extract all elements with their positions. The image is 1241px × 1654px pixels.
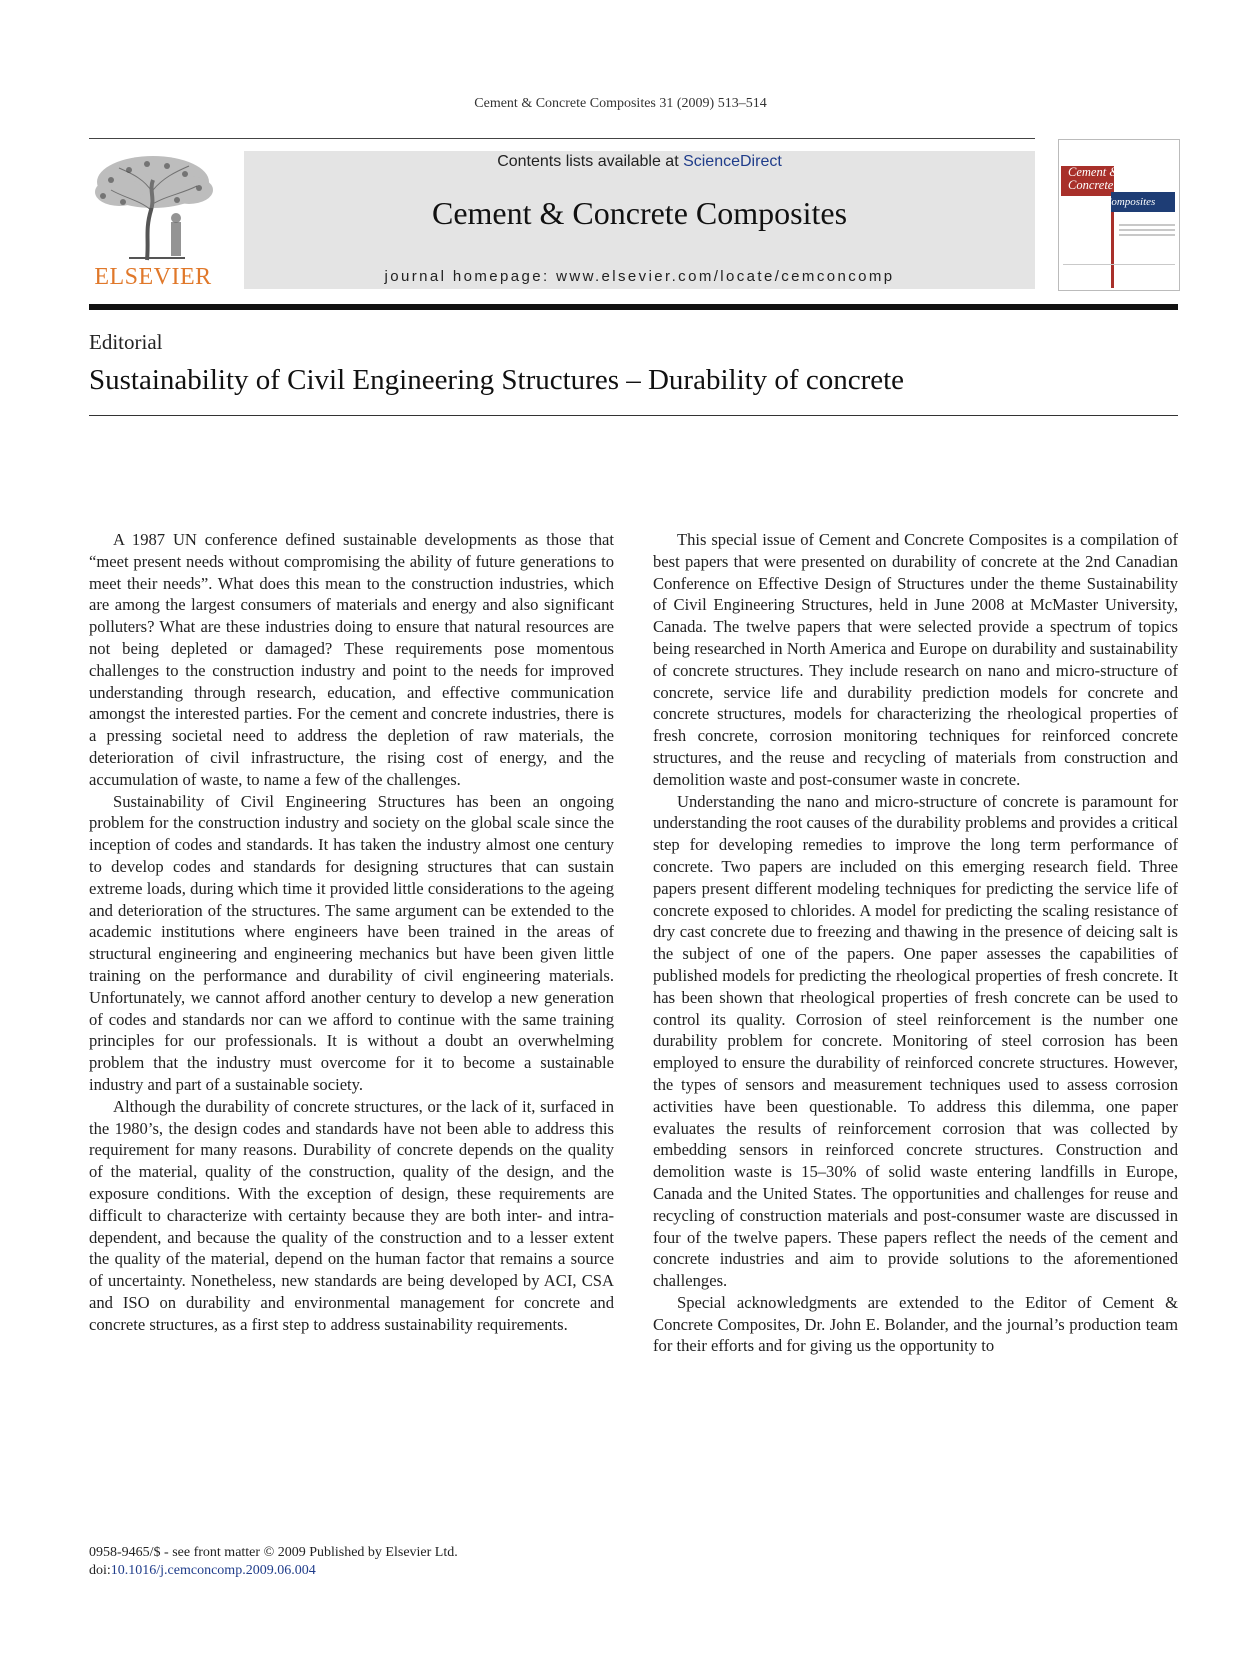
sciencedirect-link[interactable]: ScienceDirect <box>683 153 782 170</box>
cover-rule <box>1063 264 1175 265</box>
article-title: Sustainability of Civil Engineering Structures – Durability of concrete <box>89 364 905 396</box>
journal-citation: Cement & Concrete Composites 31 (2009) 513–514 <box>474 96 767 111</box>
paragraph: A 1987 UN conference defined sustainable developments as those that “meet present needs without compromising the ability of future generations to meet their needs”. What does this mean to the construction industries, which are among the largest consumers of materials and energy and also significant polluters? What are these industries doing to ensure that natural resources are not being depleted or damaged? These requirements pose momentous challenges to the construction industry and point to the needs for improved understanding through research, education, and effective communication amongst the interested parties. For the cement and concrete industries, there is a pressing societal need to address the depletion of raw materials, the deterioration of civil infrastructure, the rising cost of energy, and the accumulation of waste, to name a few of the challenges. <box>89 530 614 789</box>
journal-name: Cement & Concrete Composites <box>431 195 848 231</box>
paragraph: Although the durability of concrete structures, or the lack of it, surfaced in the 1980’s, the design codes and standards have not been able to address this requirement for many reasons. Durability of concrete depends on the quality of the material, quality of the construction, quality of the design, and the exposure conditions. With the exception of design, these requirements are difficult to characterize with certainty because they are both inter- and intra-dependent, and because the quality of the construction and to a lesser extent the quality of the material, depend on the human factor that remains a source of uncertainty. Nonetheless, new standards are being developed by ACI, CSA and ISO on durability and environmental management for concrete and concrete structures, as a first step to address sustainability requirements. <box>89 1096 614 1334</box>
paragraph: Understanding the nano and micro-structure of concrete is paramount for understanding the root causes of the durability problems and provides a critical step for developing remedies to improve the long term performance of concrete. Two papers are included on this emerging research field. Three papers present different modeling techniques for predicting the service life of concrete exposed to chlorides. A model for predicting the scaling resistance of dry cast concrete due to freezing and thawing in the presence of deicing salt is the subject of one of the papers. One paper assesses the capabilities of published models for predicting the rheological properties of fresh concrete. It has been shown that rheological properties of fresh concrete can be used to control its quality. Corrosion of steel reinforcement is the number one durability problem for concrete. Monitoring of steel corrosion has been employed to ensure the durability of reinforced concrete structures. However, the types of sensors and measurement techniques used to assess corrosion activities have been questionable. To address this dilemma, one paper evaluates the results of reinforcement corrosion that was collected by embedding sensors in reinforced concrete structures. Construction and demolition waste is 15–30% of solid waste entering landfills in Europe, Canada and the United States. The opportunities and challenges for reuse and recycling of construction materials and post-consumer waste are discussed in four of the twelve papers. These papers reflect the needs of the cement and concrete industries and aim to provide solutions to the aforementioned challenges. <box>653 791 1178 1291</box>
doi-line <box>89 1562 458 1580</box>
doi-prefix: doi: <box>89 1563 111 1578</box>
title-rule <box>89 415 1178 416</box>
elsevier-logo <box>89 150 217 292</box>
doi-link[interactable]: 10.1016/j.cemconcomp.2009.06.004 <box>110 1563 316 1578</box>
cover-fine-print <box>1119 224 1175 238</box>
cover-title-line3: Composites <box>1104 196 1156 208</box>
paragraph: Sustainability of Civil Engineering Structures has been an ongoing problem for the construction industry and society on the global scale since the inception of codes and standards. It has taken the industry almost one century to develop codes and standards for designing structures that can sustain extreme loads, during which time it provided little considerations to the ageing and deterioration of the structures. The same argument can be extended to the academic institutions where engineers have been trained in the areas of structural engineering and engineering mechanics but have been given little training on the performance and durability of civil engineering materials. Unfortunately, we cannot afford another century to develop a new generation of codes and standards nor can we afford to continue with the same training principles for our professionals. It is without a doubt an overwhelming problem that the industry must overcome for it to become a sustainable industry and part of a sustainable society. <box>89 791 614 1094</box>
cover-title-line2: Concrete <box>1068 178 1114 192</box>
body-column-right <box>653 529 1178 1357</box>
footer <box>89 1544 458 1580</box>
article-type: Editorial <box>89 330 163 354</box>
journal-banner <box>244 151 1035 289</box>
paragraph: Special acknowledgments are extended to the Editor of Cement & Concrete Composites, Dr. John E. Bolander, and the journal’s production team for their efforts and for giving us the opportunity to <box>653 1292 1178 1356</box>
contents-prefix: Contents lists available at <box>497 153 684 170</box>
paragraph: This special issue of Cement and Concrete Composites is a compilation of best papers that were presented on durability of concrete at the 2nd Canadian Conference on Effective Design of Structures under the theme Sustainability of Civil Engineering Structures, held in June 2008 at McMaster University, Canada. The twelve papers that were selected provide a spectrum of topics being researched in North America and Europe on durability and sustainability of concrete structures. They include research on nano and micro-structure of concrete, service life and durability prediction models for concrete and concrete structures, models for characterizing the rheological properties of fresh concrete, corrosion monitoring techniques for reinforced concrete structures, and the reuse and recycling of materials from construction and demolition waste and post-consumer waste in concrete. <box>653 530 1178 789</box>
elsevier-tree-icon <box>89 150 217 262</box>
journal-homepage[interactable]: journal homepage: www.elsevier.com/locate/cemconcomp <box>384 268 895 285</box>
body-column-left <box>89 529 614 1335</box>
contents-availability <box>244 153 1035 171</box>
issn-line: 0958-9465/$ - see front matter © 2009 Published by Elsevier Ltd. <box>89 1545 458 1560</box>
cover-title-line1: Cement & <box>1068 165 1120 179</box>
cover-title <box>1068 166 1178 209</box>
header-thick-rule <box>89 304 1178 310</box>
elsevier-wordmark: ELSEVIER <box>94 264 212 290</box>
header-rule <box>89 138 1035 139</box>
journal-cover-thumbnail <box>1058 139 1180 291</box>
